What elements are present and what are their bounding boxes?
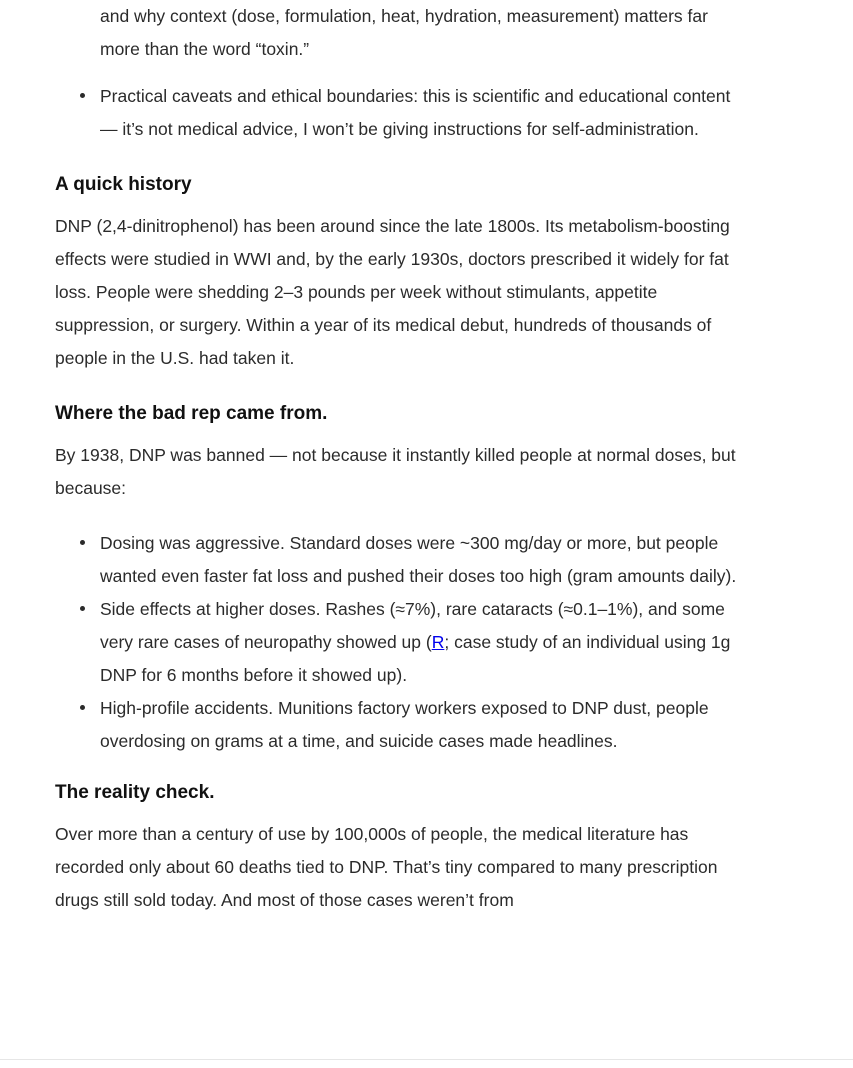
section-paragraph-history: DNP (2,4-dinitrophenol) has been around since the late 1800s. Its metabolism-boosting effects were studied in WWI and, by the early 1930s, doctors prescribed it widely for fat loss. People were shedding 2–3 pounds per week without stimulants, appetite suppression, or surgery. Within a year of its medical debut, hundreds of thousands of people in the U.S. had taken it.	[55, 216, 730, 368]
spacer	[55, 758, 743, 780]
list-item	[55, 593, 743, 692]
section-heading-reality-check: The reality check.	[55, 782, 215, 803]
section-paragraph-bad-rep: By 1938, DNP was banned — not because it instantly killed people at normal doses, but because:	[55, 445, 736, 498]
intro-bullet-list	[55, 80, 743, 146]
spacer	[55, 806, 743, 818]
section-heading-bad-rep: Where the bad rep came from.	[55, 403, 328, 424]
list-item-text: Practical caveats and ethical boundaries: this is scientific and educational content — it’s not medical advice, I won’t be giving instructions for self-administration.	[100, 86, 731, 139]
spacer	[55, 505, 743, 527]
spacer	[55, 146, 743, 172]
bullet-dot-icon	[80, 540, 85, 545]
spacer	[55, 427, 743, 439]
list-item-text: Dosing was aggressive. Standard doses were ~300 mg/day or more, but people wanted even faster fat loss and pushed their doses too high (gram amounts daily).	[100, 533, 737, 586]
section-heading-history: A quick history	[55, 174, 192, 195]
spacer	[55, 375, 743, 401]
bad-rep-bullet-list	[55, 527, 743, 758]
list-item	[55, 80, 743, 146]
spacer	[55, 198, 743, 210]
page-bottom-divider	[0, 1059, 853, 1060]
section-paragraph-reality-check: Over more than a century of use by 100,000s of people, the medical literature has recorded only about 60 deaths tied to DNP. That’s tiny compared to many prescription drugs still sold today. And most of those cases weren’t from	[55, 824, 718, 910]
list-item	[55, 527, 743, 593]
bullet-dot-icon	[80, 93, 85, 98]
reference-link-r[interactable]: R	[431, 632, 445, 652]
list-item	[55, 692, 743, 758]
bullet-dot-icon	[80, 606, 85, 611]
bullet-continuation-text: and why context (dose, formulation, heat, hydration, measurement) matters far more than the word “toxin.”	[100, 6, 708, 59]
list-item-text-after-link: ; case study of an individual using 1g DNP for 6 months before it showed up).	[100, 632, 731, 685]
spacer	[55, 66, 743, 80]
bullet-dot-icon	[80, 705, 85, 710]
list-item-text-before-link: Side effects at higher doses. Rashes (≈7%), rare cataracts (≈0.1–1%), and some very rare cases of neuropathy showed up (	[100, 599, 725, 652]
list-item-text: High-profile accidents. Munitions factory workers exposed to DNP dust, people overdosing on grams at a time, and suicide cases made headlines.	[100, 698, 709, 751]
